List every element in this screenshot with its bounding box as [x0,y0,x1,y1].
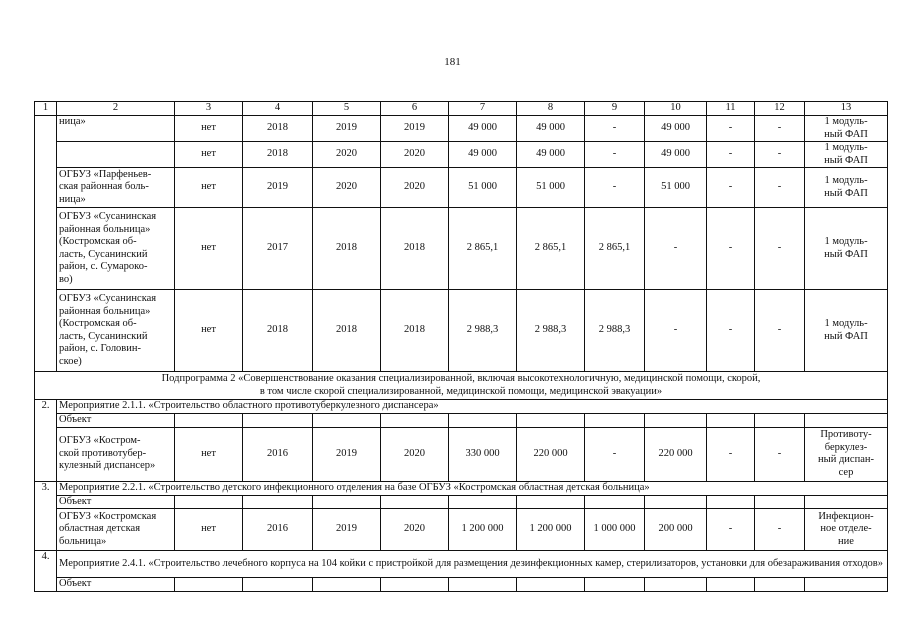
object-label: Объект [57,578,175,592]
result-cell: Противоту- беркулез- ный диспан- сер [805,427,888,481]
measure-number: 2. [35,400,57,482]
cell: - [707,116,755,142]
cell: нет [175,290,243,372]
cell: 2020 [381,427,449,481]
table-row [35,116,888,142]
header-cell: 5 [313,102,381,116]
cell: нет [175,427,243,481]
cell: 2 988,3 [449,290,517,372]
measure-row [35,551,888,578]
cell: - [585,142,645,168]
cell: - [585,427,645,481]
measure-number: 3. [35,481,57,551]
measure-title: Мероприятие 2.1.1. «Строительство областного противотуберкулезного диспансера» [57,400,888,414]
cell: - [755,427,805,481]
cell: - [707,168,755,208]
cell: - [755,290,805,372]
cell: 49 000 [449,116,517,142]
cell: 49 000 [517,142,585,168]
cell: 49 000 [645,116,707,142]
object-name: ОГБУЗ «Парфеньев- ская районная боль- ница» [57,168,175,208]
object-name: ОГБУЗ «Сусанинская районная больница» (Костромская об- ласть, Сусанинский район, с. Головин- ское) [57,290,175,372]
cell: 2019 [381,116,449,142]
cell: 330 000 [449,427,517,481]
cell: - [707,509,755,551]
measure-title: Мероприятие 2.4.1. «Строительство лечебного корпуса на 104 койки с пристройкой для размещения дезинфекционных камер, стерилизаторов, установки для обезараживания отходов» [57,551,888,578]
header-cell: 10 [645,102,707,116]
cell: 1 200 000 [517,509,585,551]
cell: 2019 [243,168,313,208]
cell: 2018 [243,142,313,168]
header-cell: 9 [585,102,645,116]
cell: нет [175,142,243,168]
cell: - [707,427,755,481]
cell: 2020 [381,168,449,208]
subprogram-row [35,372,888,400]
cell: - [645,290,707,372]
cell: 2019 [313,116,381,142]
cell: 1 200 000 [449,509,517,551]
cell: - [585,168,645,208]
object-name: ница» [57,116,175,142]
table-row [35,427,888,481]
measure-number: 4. [35,551,57,592]
cell: нет [175,116,243,142]
cell: 2020 [313,142,381,168]
header-cell: 1 [35,102,57,116]
header-cell: 2 [57,102,175,116]
table-row [35,509,888,551]
measure-title: Мероприятие 2.2.1. «Строительство детского инфекционного отделения на базе ОГБУЗ «Костромская областная детская больница» [57,481,888,495]
table-row [35,208,888,290]
cell: нет [175,208,243,290]
cell: 51 000 [517,168,585,208]
measure-row [35,400,888,414]
cell: 2018 [381,290,449,372]
cell: - [585,116,645,142]
result-cell: 1 модуль- ный ФАП [805,290,888,372]
cell: 2019 [313,427,381,481]
object-label: Объект [57,495,175,509]
cell: 51 000 [449,168,517,208]
cell: 49 000 [449,142,517,168]
cell: 220 000 [645,427,707,481]
result-cell: Инфекцион- ное отделе- ние [805,509,888,551]
cell: 2 865,1 [585,208,645,290]
result-cell: 1 модуль- ный ФАП [805,208,888,290]
cell: 200 000 [645,509,707,551]
cell: - [707,208,755,290]
object-name: ОГБУЗ «Костромская областная детская больница» [57,509,175,551]
cell: 2018 [243,116,313,142]
table-row [35,142,888,168]
result-cell: 1 модуль- ный ФАП [805,116,888,142]
result-cell: 1 модуль- ный ФАП [805,142,888,168]
cell: 49 000 [645,142,707,168]
cell: - [755,168,805,208]
cell: 220 000 [517,427,585,481]
cell: 1 000 000 [585,509,645,551]
number-cell [35,116,57,372]
object-name [57,142,175,168]
cell: - [755,116,805,142]
table-row [35,168,888,208]
subprogram-title: Подпрограмма 2 «Совершенствование оказания специализированной, включая высокотехнологичную, медицинской помощи, скорой, в том числе скорой специализированной, медицинской помощи, медицинской эвакуации» [35,372,888,400]
cell: 51 000 [645,168,707,208]
cell: - [707,142,755,168]
header-cell: 3 [175,102,243,116]
budget-table [34,101,888,592]
object-label-row [35,414,888,428]
cell: 2 865,1 [449,208,517,290]
cell: 2020 [381,509,449,551]
cell: 2 988,3 [585,290,645,372]
page-number: 181 [444,56,461,68]
header-cell: 8 [517,102,585,116]
cell: 49 000 [517,116,585,142]
header-cell: 4 [243,102,313,116]
header-cell: 6 [381,102,449,116]
cell: - [707,290,755,372]
object-name: ОГБУЗ «Костром- ской противотубер- кулезный диспансер» [57,427,175,481]
header-cell: 11 [707,102,755,116]
cell: 2 988,3 [517,290,585,372]
cell: 2020 [381,142,449,168]
cell: 2018 [243,290,313,372]
cell: 2016 [243,509,313,551]
header-row [35,102,888,116]
cell: 2018 [381,208,449,290]
object-label: Объект [57,414,175,428]
cell: 2018 [313,290,381,372]
cell: нет [175,509,243,551]
cell: 2020 [313,168,381,208]
cell: 2019 [313,509,381,551]
table-row [35,290,888,372]
object-label-row [35,495,888,509]
cell: - [645,208,707,290]
cell: 2017 [243,208,313,290]
header-cell: 12 [755,102,805,116]
cell: - [755,509,805,551]
header-cell: 13 [805,102,888,116]
object-name: ОГБУЗ «Сусанинская районная больница» (Костромская об- ласть, Сусанинский район, с. Сумароко- во) [57,208,175,290]
cell: 2018 [313,208,381,290]
cell: нет [175,168,243,208]
measure-row [35,481,888,495]
result-cell: 1 модуль- ный ФАП [805,168,888,208]
cell: 2016 [243,427,313,481]
cell: 2 865,1 [517,208,585,290]
cell: - [755,142,805,168]
object-label-row [35,578,888,592]
cell: - [755,208,805,290]
header-cell: 7 [449,102,517,116]
